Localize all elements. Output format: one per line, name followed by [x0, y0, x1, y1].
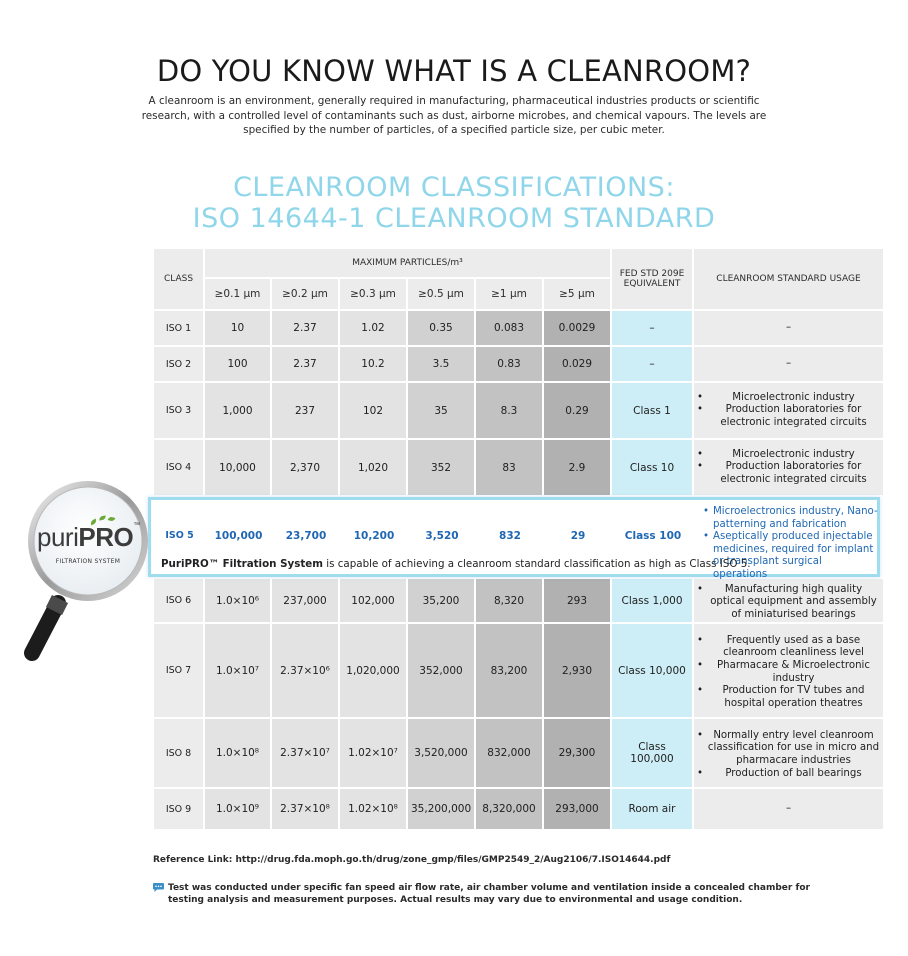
iso5-usage-item: • Microelectronics industry, Nano-patterning and fabrication [703, 506, 879, 531]
iso5-value-5: 29 [570, 530, 586, 542]
table-row [154, 347, 883, 381]
usage-item: • Production of ball bearings [697, 768, 880, 781]
cell-usage [694, 383, 883, 438]
cell-value: 0.029 [544, 347, 610, 381]
header-size-1: ≥1 µm [476, 279, 542, 309]
usage-item: • Normally entry level cleanroom classification for use in micro and pharmacare industries [697, 730, 880, 768]
intro-paragraph: A cleanroom is an environment, generally required in manufacturing, pharmaceutical industries products or scientific research, with a controlled level of contaminants such as dust, airborne microbes, and chemical vapours. The levels are specified by the number of particles, of a specified particle size, per cubic meter. [141, 95, 767, 136]
cell-value: 1,000 [205, 383, 270, 438]
cell-value: 1.0×10⁷ [205, 624, 270, 717]
usage-item: • Production laboratories for electronic integrated circuits [697, 404, 880, 429]
cell-value: 8.3 [476, 383, 542, 438]
cell-value: 1.0×10⁹ [205, 789, 270, 829]
cell-value: 8,320,000 [476, 789, 542, 829]
cell-value: 832,000 [476, 719, 542, 787]
iso5-highlight-row [148, 497, 880, 580]
iso5-usage [703, 506, 879, 582]
table-row [154, 579, 883, 622]
header-max-particles: MAXIMUM PARTICLES/m³ [205, 249, 610, 277]
cell-class: ISO 3 [154, 383, 203, 438]
cell-value: 83 [476, 440, 542, 495]
table-row [154, 311, 883, 345]
cell-value: 2.37 [272, 311, 338, 345]
header-class: CLASS [154, 249, 203, 309]
header-size-0-2: ≥0.2 µm [272, 279, 338, 309]
cell-usage [694, 624, 883, 717]
cell-fed: Class 1 [612, 383, 692, 438]
cell-value: 1,020 [340, 440, 406, 495]
cell-value: 0.29 [544, 383, 610, 438]
cell-class: ISO 2 [154, 347, 203, 381]
iso5-value-0-2: 23,700 [285, 530, 327, 542]
usage-item: • Microelectronic industry [697, 449, 880, 462]
cell-value: 2.37×10⁶ [272, 624, 338, 717]
cell-value: 2.37×10⁷ [272, 719, 338, 787]
reference-link[interactable]: Reference Link: http://drug.fda.moph.go.th/drug/zone_gmp/files/GMP2549_2/Aug2106/7.ISO14644.pdf [153, 855, 671, 865]
cell-value: 2.37×10⁸ [272, 789, 338, 829]
header-size-5: ≥5 µm [544, 279, 610, 309]
cell-value: 10.2 [340, 347, 406, 381]
cell-usage: – [694, 789, 883, 829]
magnifier-icon [10, 477, 160, 673]
page-title: DO YOU KNOW WHAT IS A CLEANROOM? [156, 54, 752, 88]
cell-value: 35 [408, 383, 474, 438]
cell-fed: Room air [612, 789, 692, 829]
cell-value: 100 [205, 347, 270, 381]
puripro-logo [37, 522, 139, 553]
cell-value: 1.02×10⁸ [340, 789, 406, 829]
usage-item: • Microelectronic industry [697, 392, 880, 405]
cell-value: 2,930 [544, 624, 610, 717]
cell-value: 352 [408, 440, 474, 495]
usage-item: • Production laboratories for electronic integrated circuits [697, 461, 880, 486]
header-usage: CLEANROOM STANDARD USAGE [694, 249, 883, 309]
cell-value: 237 [272, 383, 338, 438]
puripro-note-brand: PuriPRO™ Filtration System [161, 558, 323, 570]
cell-class: ISO 9 [154, 789, 203, 829]
table-row [154, 789, 883, 829]
header-size-0-5: ≥0.5 µm [408, 279, 474, 309]
usage-item: • Frequently used as a base cleanroom cleanliness level [697, 635, 880, 660]
cell-value: 83,200 [476, 624, 542, 717]
iso5-value-1: 832 [499, 530, 521, 542]
cell-usage [694, 579, 883, 622]
logo-tm: ™ [133, 522, 140, 529]
cell-class: ISO 6 [154, 579, 203, 622]
cell-value: 0.35 [408, 311, 474, 345]
cell-value: 293,000 [544, 789, 610, 829]
cell-fed: – [612, 311, 692, 345]
section-title-line-1: CLEANROOM CLASSIFICATIONS: [233, 172, 675, 203]
cell-fed: Class 10,000 [612, 624, 692, 717]
cell-class: ISO 7 [154, 624, 203, 717]
usage-item: • Manufacturing high quality optical equipment and assembly of miniaturised bearings [697, 584, 880, 622]
cell-fed: Class 10 [612, 440, 692, 495]
puripro-note [161, 558, 751, 570]
cell-value: 1.02 [340, 311, 406, 345]
header-size-0-3: ≥0.3 µm [340, 279, 406, 309]
cell-class: ISO 4 [154, 440, 203, 495]
puripro-note-text: is capable of achieving a cleanroom standard classification as high as Class ISO 5. [322, 558, 751, 570]
speech-bubble-icon [153, 883, 164, 892]
cell-class: ISO 1 [154, 311, 203, 345]
cell-usage: – [694, 311, 883, 345]
usage-item: • Production for TV tubes and hospital operation theatres [697, 685, 880, 710]
cell-value: 1.02×10⁷ [340, 719, 406, 787]
cell-class: ISO 8 [154, 719, 203, 787]
iso5-fed: Class 100 [624, 530, 682, 542]
logo-bold: PRO [78, 522, 134, 552]
iso5-value-0-1: 100,000 [214, 530, 263, 542]
cell-value: 2.37 [272, 347, 338, 381]
logo-light: puri [37, 522, 79, 552]
iso5-class: ISO 5 [165, 530, 194, 541]
table-row [154, 383, 883, 438]
cell-fed: Class 100,000 [612, 719, 692, 787]
cell-value: 8,320 [476, 579, 542, 622]
cell-fed: – [612, 347, 692, 381]
cell-value: 3.5 [408, 347, 474, 381]
cell-value: 0.83 [476, 347, 542, 381]
cell-value: 352,000 [408, 624, 474, 717]
cell-value: 35,200 [408, 579, 474, 622]
cell-usage [694, 440, 883, 495]
iso5-value-0-5: 3,520 [425, 530, 459, 542]
cell-fed: Class 1,000 [612, 579, 692, 622]
table-row [154, 719, 883, 787]
iso5-usage-item: • Aseptically produced injectable medicines, required for implant or transplant surgical operations [703, 531, 879, 581]
section-title [0, 172, 908, 234]
cell-value: 0.0029 [544, 311, 610, 345]
cell-value: 1.0×10⁸ [205, 719, 270, 787]
header-size-0-1: ≥0.1 µm [205, 279, 270, 309]
table-row [154, 440, 883, 495]
table-row [154, 624, 883, 717]
disclaimer: Test was conducted under specific fan speed air flow rate, air chamber volume and ventilation inside a concealed chamber for testing analysis and measurement purposes. Actual results may vary due to environmental and usage condition. [168, 883, 810, 905]
cell-value: 102 [340, 383, 406, 438]
cell-value: 0.083 [476, 311, 542, 345]
cell-value: 102,000 [340, 579, 406, 622]
cell-value: 29,300 [544, 719, 610, 787]
cell-usage [694, 719, 883, 787]
logo-subtitle: FILTRATION SYSTEM [55, 558, 121, 565]
cell-value: 1,020,000 [340, 624, 406, 717]
cell-value: 10 [205, 311, 270, 345]
section-title-line-2: ISO 14644-1 CLEANROOM STANDARD [192, 203, 716, 234]
cell-value: 237,000 [272, 579, 338, 622]
header-fed-std: FED STD 209E EQUIVALENT [612, 249, 692, 309]
cell-value: 2.9 [544, 440, 610, 495]
cell-value: 293 [544, 579, 610, 622]
cell-value: 10,000 [205, 440, 270, 495]
iso5-value-0-3: 10,200 [353, 530, 395, 542]
cell-value: 1.0×10⁶ [205, 579, 270, 622]
cell-usage: – [694, 347, 883, 381]
cell-value: 35,200,000 [408, 789, 474, 829]
cell-value: 2,370 [272, 440, 338, 495]
cell-value: 3,520,000 [408, 719, 474, 787]
usage-item: • Pharmacare & Microelectronic industry [697, 660, 880, 685]
